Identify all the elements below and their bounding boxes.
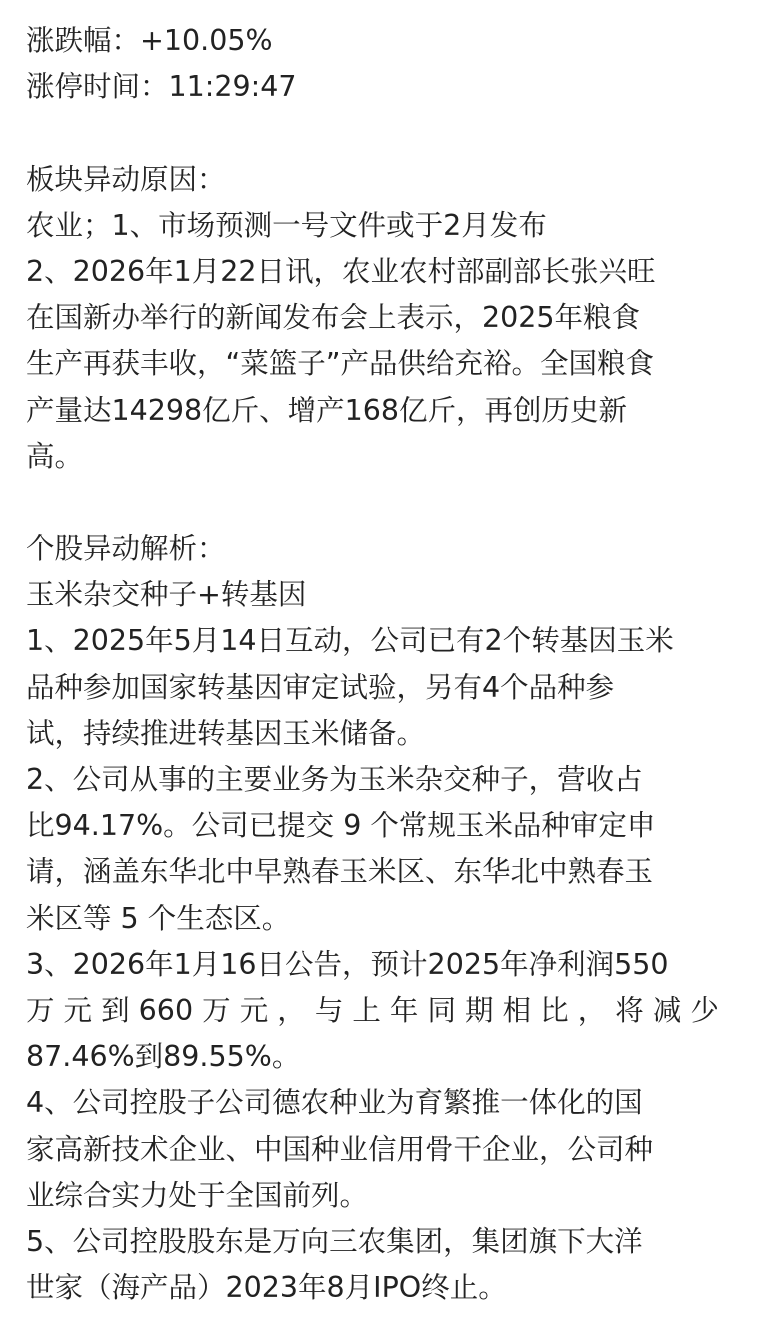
analysis-line: 业综合实力处于全国前列。: [26, 1178, 369, 1212]
analysis-line: 万 元 到 660 万 元 ， 与 上 年 同 期 相 比 ， 将 减 少: [26, 993, 719, 1027]
sector-line: 农业；1、市场预测一号文件或于2月发布: [26, 208, 547, 242]
price-change-line: 涨跌幅：+10.05%: [26, 24, 273, 57]
analysis-line: 米区等 5 个生态区。: [26, 901, 291, 935]
blank-line: [26, 480, 742, 526]
sector-line: 高。: [26, 439, 84, 473]
analysis-line: 品种参加国家转基因审定试验，另有4个品种参: [26, 670, 615, 704]
analysis-line: 1、2025年5月14日互动，公司已有2个转基因玉米: [26, 624, 674, 658]
sector-line: 产量达14298亿斤、增产168亿斤，再创历史新: [26, 393, 628, 427]
analysis-line: 家高新技术企业、中国种业信用骨干企业，公司种: [26, 1132, 654, 1166]
analysis-line: 玉米杂交种子+转基因: [26, 578, 307, 612]
analysis-line: 87.46%到89.55%。: [26, 1040, 301, 1074]
blank-line: [26, 110, 742, 156]
limit-up-time-line: 涨停时间：11:29:47: [26, 70, 297, 104]
analysis-line: 2、公司从事的主要业务为玉米杂交种子，营收占: [26, 763, 643, 796]
analysis-line: 3、2026年1月16日公告，预计2025年净利润550: [26, 947, 669, 981]
sector-line: 在国新办举行的新闻发布会上表示，2025年粮食: [26, 301, 641, 335]
stock-analysis-section: [26, 572, 742, 1311]
analysis-line: 5、公司控股股东是万向三农集团，集团旗下大洋: [26, 1224, 643, 1258]
analysis-line: 试，持续推进转基因玉米储备。: [26, 716, 426, 750]
analysis-line: 4、公司控股子公司德农种业为育繁推一体化的国: [26, 1086, 643, 1120]
analysis-line: 比94.17%。公司已提交 9 个常规玉米品种审定申: [26, 809, 656, 843]
analysis-line: 世家（海产品）2023年8月IPO终止。: [26, 1271, 507, 1305]
sector-reason-section: [26, 203, 742, 480]
sector-line: 2、2026年1月22日讯，农业农村部副部长张兴旺: [26, 254, 656, 288]
sector-reason-heading: 板块异动原因：: [26, 162, 226, 196]
analysis-line: 请，涵盖东华北中早熟春玉米区、东华北中熟春玉: [26, 855, 654, 889]
sector-line: 生产再获丰收，“菜篮子”产品供给充裕。全国粮食: [26, 347, 655, 381]
stock-analysis-heading: 个股异动解析：: [26, 532, 226, 566]
